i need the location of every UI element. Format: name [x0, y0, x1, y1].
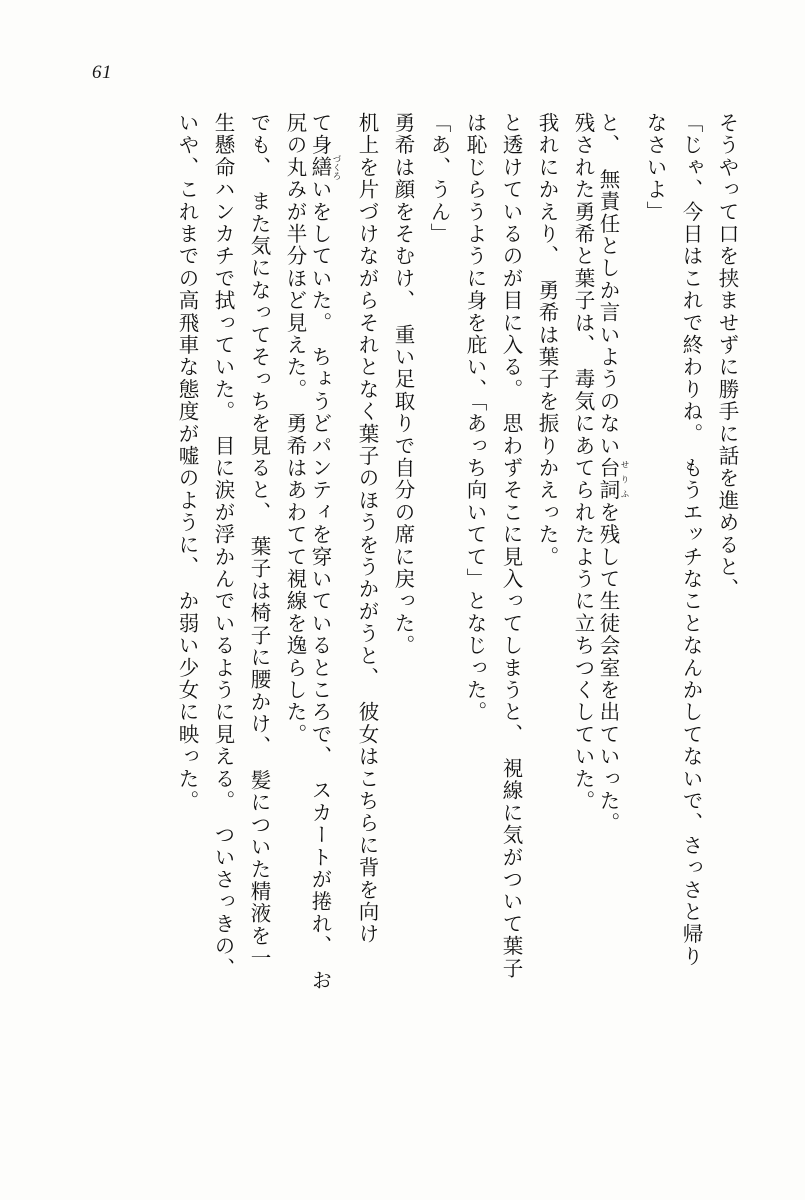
ruby-annotation: 繕 づくろ	[308, 154, 341, 181]
text-line: 机上を片づけながらそれとなく葉子のほうをうかがうと、 彼女はこちらに背を向け	[355, 112, 379, 946]
page-number: 61	[92, 62, 112, 83]
text-line: なさいよ」	[643, 112, 667, 223]
text-line: は恥じらうように身を庇い、「あっち向いてて」となじった。	[463, 112, 487, 724]
text-segment: て身繕 づくろいをしていた。 ちょうどパンティを穿いているところで、 スカートが捲れ、 お	[308, 112, 341, 992]
text-line: いや、これまでの高飛車な態度が嘘のように、 か弱い少女に映った。	[175, 112, 199, 813]
text-line-with-ruby	[593, 112, 629, 1112]
text-line: 尻の丸みが半分ほど見えた。 勇希はあわてて視線を逸らした。	[283, 112, 307, 746]
text-line: 「あ、うん」	[427, 112, 451, 246]
text-line: と透けているのが目に入る。 思わずそこに見入ってしまうと、 視線に気がついて葉子	[499, 112, 523, 980]
text-line: そうやって口を挟ませずに勝手に話を進めると、	[715, 112, 739, 601]
text-line-with-ruby	[305, 112, 341, 1112]
text-segment: と、 無責任としか言いようのない台詞 せりふを残して生徒会室を出ていった。	[596, 112, 629, 835]
text-line: でも、 また気になってそっちを見ると、 葉子は椅子に腰かけ、 髪についた精液を一	[247, 112, 271, 970]
text-line: 生懸命ハンカチで拭っていた。 目に涙が浮かんでいるように見える。 ついさっきの、	[211, 112, 235, 980]
text-line: 残された勇希と葉子は、 毒気にあてられたように立ちつくしていた。	[571, 112, 595, 813]
text-line: 勇希は顔をそむけ、 重い足取りで自分の席に戻った。	[391, 112, 415, 657]
text-line: 我れにかえり、 勇希は葉子を振りかえった。	[535, 112, 559, 568]
ruby-annotation: 台詞 せりふ	[596, 456, 629, 502]
text-line: 「じゃ、今日はこれで終わりね。 もうエッチなことなんかしてないで、さっさと帰り	[679, 112, 703, 968]
vertical-text-body	[70, 112, 737, 1112]
